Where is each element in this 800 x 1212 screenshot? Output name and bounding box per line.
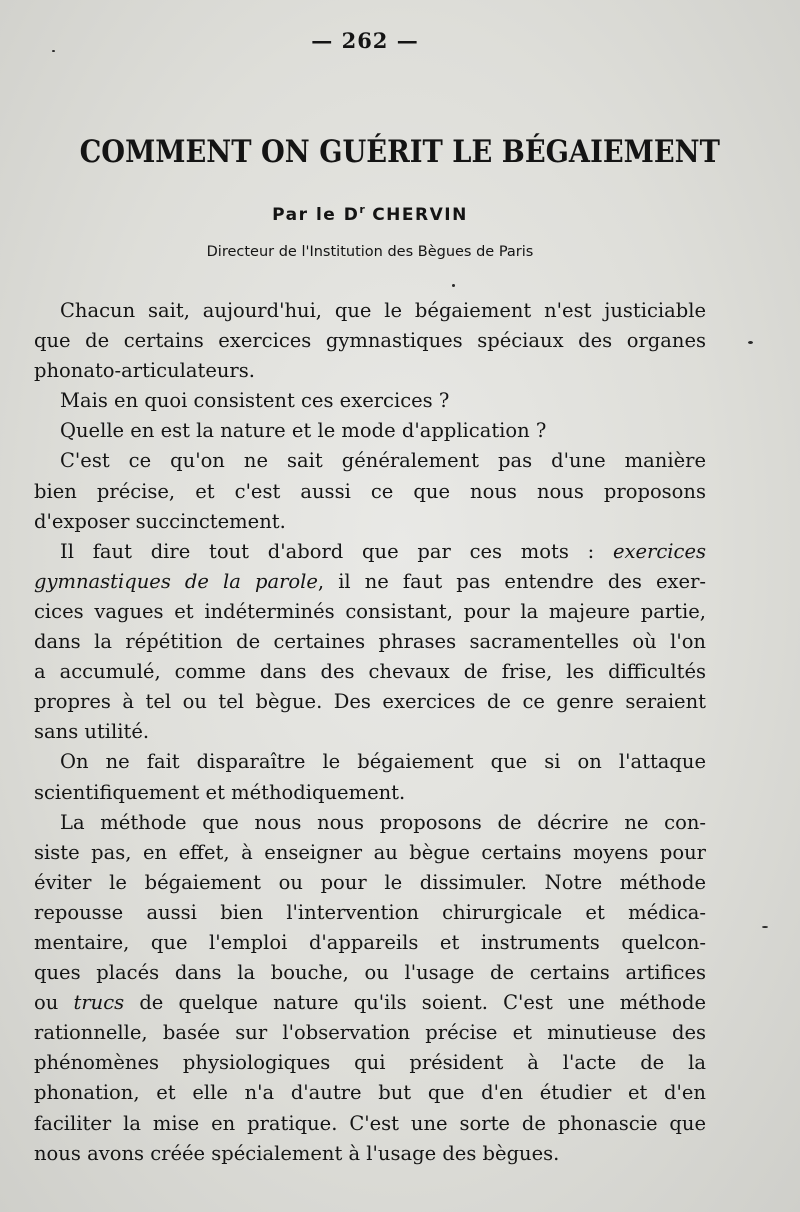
text-line xyxy=(34,898,706,928)
text-segment: de quelque nature qu'ils soient. C'est une méthode xyxy=(124,991,706,1015)
text-line xyxy=(34,627,706,657)
text-line xyxy=(34,597,706,627)
ink-speck xyxy=(748,341,753,344)
emphasized-text: gymnastiques de la parole xyxy=(34,569,318,593)
text-segment: Mais en quoi consistent ces exercices ? xyxy=(60,389,450,413)
text-segment: ques placés dans la bouche, ou l'usage de certains artifices xyxy=(34,961,706,985)
page-number: — 262 — xyxy=(311,28,419,53)
text-line xyxy=(34,296,706,326)
text-line xyxy=(34,1048,706,1078)
text-segment: que de certains exercices gymnastiques spéciaux des organes xyxy=(34,329,706,353)
text-segment: phonation, et elle n'a d'autre but que d'en étudier et d'en xyxy=(34,1081,706,1105)
text-line xyxy=(34,537,706,567)
text-line xyxy=(34,988,706,1018)
text-segment: La méthode que nous nous proposons de décrire ne con- xyxy=(60,810,706,834)
text-segment: dans la répétition de certaines phrases sacramentelles où l'on xyxy=(34,630,706,654)
text-segment: , il ne faut pas entendre des exer- xyxy=(317,569,706,593)
text-line xyxy=(34,778,706,808)
text-line xyxy=(34,747,706,777)
text-line xyxy=(34,717,706,747)
text-segment: Il faut dire tout d'abord que par ces mots : xyxy=(60,539,613,563)
text-line xyxy=(34,446,706,476)
text-segment: éviter le bégaiement ou pour le dissimuler. Notre méthode xyxy=(34,870,706,894)
text-segment: cices vagues et indéterminés consistant, pour la majeure partie, xyxy=(34,599,706,623)
text-segment: bien précise, et c'est aussi ce que nous nous proposons xyxy=(34,479,706,503)
text-segment: repousse aussi bien l'intervention chirurgicale et médica- xyxy=(34,900,706,924)
text-segment: ou xyxy=(34,991,74,1015)
author-byline xyxy=(40,203,700,225)
text-segment: Quelle en est la nature et le mode d'application ? xyxy=(60,419,547,443)
ink-speck xyxy=(52,50,55,52)
text-line xyxy=(34,386,706,416)
text-segment: faciliter la mise en pratique. C'est une sorte de phonascie que xyxy=(34,1111,706,1135)
text-segment: d'exposer succinctement. xyxy=(34,509,286,533)
text-line xyxy=(34,356,706,386)
article-body xyxy=(34,296,706,1169)
byline-superscript: r xyxy=(359,203,365,216)
text-line xyxy=(34,928,706,958)
text-segment: rationnelle, basée sur l'observation précise et minutieuse des xyxy=(34,1021,706,1045)
article-title: COMMENT ON GUÉRIT LE BÉGAIEMENT xyxy=(79,134,720,170)
text-segment: propres à tel ou tel bègue. Des exercices de ce genre seraient xyxy=(34,690,706,714)
author-name: CHERVIN xyxy=(364,205,468,225)
text-line xyxy=(34,838,706,868)
text-line xyxy=(34,416,706,446)
text-segment: C'est ce qu'on ne sait généralement pas d'une manière xyxy=(60,449,706,473)
text-segment: mentaire, que l'emploi d'appareils et instruments quelcon- xyxy=(34,930,706,954)
text-segment: phénomènes physiologiques qui président à l'acte de la xyxy=(34,1051,706,1075)
ink-speck xyxy=(452,284,455,287)
emphasized-text: trucs xyxy=(73,991,125,1015)
text-line xyxy=(34,808,706,838)
emphasized-text: exercices xyxy=(612,539,706,563)
text-line xyxy=(34,1139,706,1169)
text-line xyxy=(34,1109,706,1139)
text-segment: scientifiquement et méthodiquement. xyxy=(34,780,406,804)
text-segment: nous avons créée spécialement à l'usage des bègues. xyxy=(34,1141,560,1165)
text-segment: a accumulé, comme dans des chevaux de frise, les difficultés xyxy=(34,660,706,684)
text-line xyxy=(34,657,706,687)
text-segment: sans utilité. xyxy=(34,720,150,744)
author-affiliation: Directeur de l'Institution des Bègues de Paris xyxy=(206,244,534,260)
text-segment: On ne fait disparaître le bégaiement que si on l'attaque xyxy=(60,750,706,774)
ink-speck xyxy=(762,926,768,928)
text-segment: phonato-articulateurs. xyxy=(34,359,255,383)
text-line xyxy=(34,687,706,717)
text-line xyxy=(34,868,706,898)
text-line xyxy=(34,1078,706,1108)
text-segment: Chacun sait, aujourd'hui, que le bégaiement n'est justiciable xyxy=(60,299,706,322)
text-line xyxy=(34,507,706,537)
byline-prefix: Par le D xyxy=(272,205,360,225)
text-line xyxy=(34,326,706,356)
text-segment: siste pas, en effet, à enseigner au bègue certains moyens pour xyxy=(34,840,706,864)
text-line xyxy=(34,1018,706,1048)
text-line xyxy=(34,477,706,507)
text-line xyxy=(34,958,706,988)
text-line xyxy=(34,567,706,597)
